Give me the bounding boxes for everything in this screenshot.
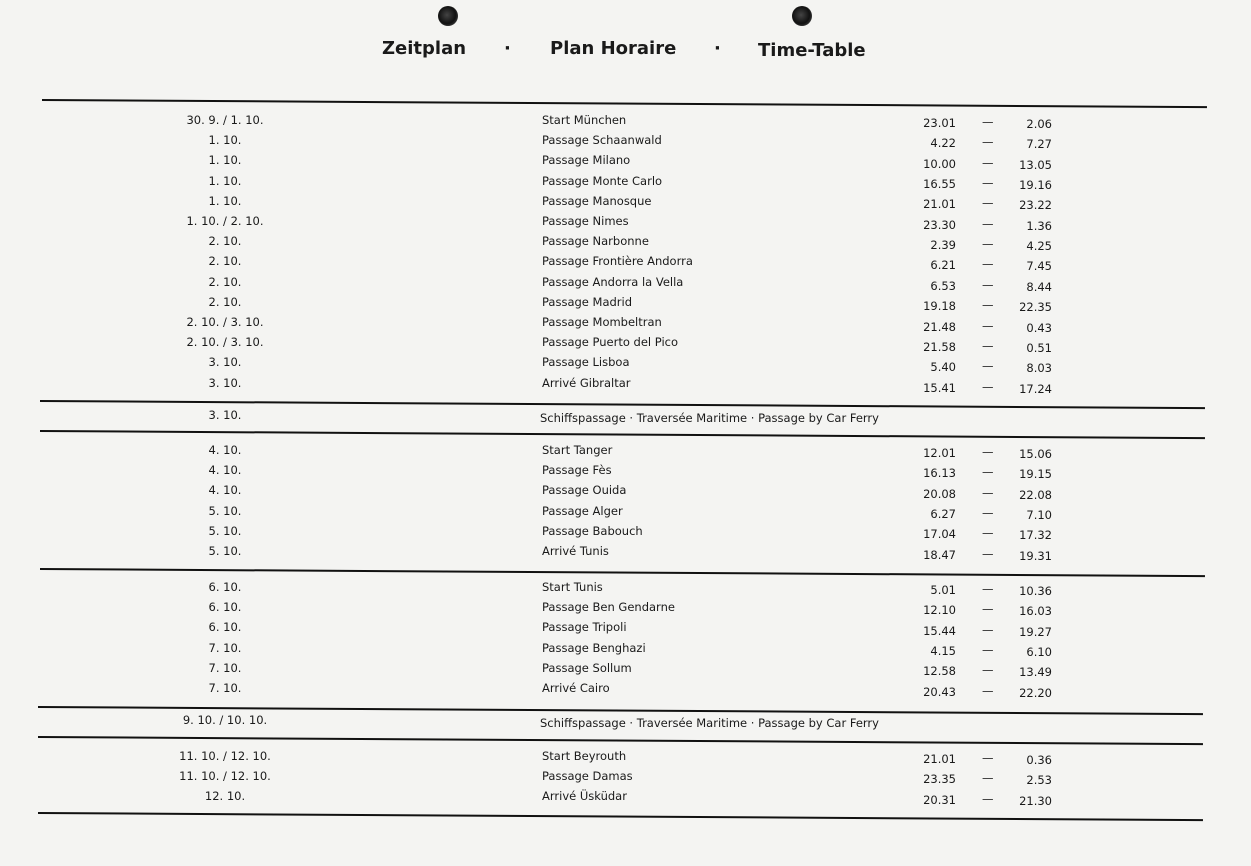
timetable-row <box>0 254 1251 274</box>
row-event: Passage Benghazi <box>542 640 646 655</box>
row-start-time: 16.13 <box>923 466 956 481</box>
row-start-time: 15.44 <box>923 623 956 638</box>
row-end-time: 21.30 <box>1019 793 1052 808</box>
time-range-dash: — <box>982 135 994 150</box>
section-divider <box>40 430 1205 439</box>
row-event: Passage Schaanwald <box>542 133 662 148</box>
row-start-time: 4.22 <box>930 136 956 151</box>
row-end-time: 7.27 <box>1026 137 1052 152</box>
timetable-row <box>0 335 1251 355</box>
time-range-dash: — <box>982 485 994 500</box>
row-event: Arrivé Üsküdar <box>542 789 627 804</box>
title-english: Time-Table <box>758 40 866 61</box>
row-end-time: 22.35 <box>1019 300 1052 315</box>
timetable-row <box>0 544 1251 564</box>
row-end-time: 2.53 <box>1026 773 1052 788</box>
section-divider <box>38 736 1203 745</box>
timetable-row <box>0 295 1251 315</box>
time-range-dash: — <box>982 506 994 521</box>
time-range-dash: — <box>982 277 994 292</box>
row-end-time: 15.06 <box>1019 447 1052 461</box>
time-range-dash: — <box>982 643 994 658</box>
row-date: 6. 10. <box>208 620 242 635</box>
timetable-row <box>0 153 1251 173</box>
row-end-time: 6.10 <box>1026 645 1052 660</box>
row-end-time: 23.22 <box>1019 198 1052 213</box>
time-range-dash: — <box>982 216 994 231</box>
row-date: 12. 10. <box>204 789 246 804</box>
time-range-dash: — <box>982 465 994 480</box>
timetable-row <box>0 355 1251 375</box>
timetable-row <box>0 600 1251 620</box>
timetable-row <box>0 234 1251 254</box>
time-range-dash: — <box>982 176 994 191</box>
row-date: 4. 10. <box>208 443 242 457</box>
time-range-dash: — <box>982 196 994 211</box>
section-divider <box>42 99 1207 108</box>
row-date: 7. 10. <box>208 660 242 675</box>
section-divider <box>38 812 1203 821</box>
row-date: 1. 10. <box>208 133 242 148</box>
row-end-time: 17.24 <box>1019 381 1052 396</box>
row-end-time: 17.32 <box>1019 528 1052 543</box>
row-event: Arrivé Cairo <box>542 681 610 695</box>
row-date: 11. 10. / 12. 10. <box>179 749 271 763</box>
time-range-dash: — <box>982 237 994 252</box>
row-start-time: 21.01 <box>923 197 956 212</box>
row-start-time: 12.10 <box>923 603 956 618</box>
row-date: 1. 10. <box>208 173 242 188</box>
timetable-row <box>0 315 1251 335</box>
timetable-row <box>0 483 1251 503</box>
row-start-time: 21.01 <box>923 752 956 766</box>
row-event: Passage Nimes <box>542 214 629 228</box>
row-date: 6. 10. <box>208 600 242 615</box>
row-date: 2. 10. / 3. 10. <box>186 335 264 350</box>
row-event: Passage Ouida <box>542 483 627 498</box>
row-event: Arrivé Gibraltar <box>542 375 631 390</box>
row-start-time: 18.47 <box>923 547 956 562</box>
row-start-time: 12.01 <box>923 446 956 460</box>
row-event: Passage Ben Gendarne <box>542 600 675 615</box>
row-start-time: 19.18 <box>923 299 956 314</box>
row-end-time: 0.51 <box>1026 340 1052 355</box>
timetable-row <box>0 113 1251 133</box>
row-event: Start Tanger <box>542 443 613 457</box>
time-range-dash: — <box>982 338 994 353</box>
row-date: 3. 10. <box>208 355 242 370</box>
row-date: 1. 10. <box>208 153 242 168</box>
row-event: Passage Manosque <box>542 193 652 208</box>
row-event: Passage Damas <box>542 769 633 784</box>
row-event: Passage Narbonne <box>542 234 649 249</box>
time-range-dash: — <box>982 155 994 170</box>
row-end-time: 13.05 <box>1019 157 1052 172</box>
row-event: Passage Frontière Andorra <box>542 254 693 269</box>
row-end-time: 7.10 <box>1026 508 1052 523</box>
row-end-time: 19.16 <box>1019 178 1052 193</box>
time-range-dash: — <box>982 771 994 786</box>
time-range-dash: — <box>982 115 994 129</box>
page-title <box>0 38 1251 66</box>
row-start-time: 5.01 <box>930 583 956 597</box>
row-date: 1. 10. / 2. 10. <box>186 214 264 228</box>
ferry-crossing-row <box>0 408 1251 428</box>
time-range-dash: — <box>982 663 994 678</box>
punch-hole-right <box>792 6 812 26</box>
row-date: 2. 10. <box>208 294 242 309</box>
title-german: Zeitplan <box>382 38 467 59</box>
row-event: Passage Sollum <box>542 660 632 675</box>
timetable-row <box>0 463 1251 483</box>
row-start-time: 20.31 <box>923 792 956 807</box>
time-range-dash: — <box>982 318 994 333</box>
row-event: Passage Lisboa <box>542 355 630 370</box>
time-range-dash: — <box>982 602 994 617</box>
row-date: 2. 10. <box>208 274 242 289</box>
timetable-row <box>0 661 1251 681</box>
time-range-dash: — <box>982 622 994 637</box>
row-end-time: 8.44 <box>1026 279 1052 294</box>
row-date: 30. 9. / 1. 10. <box>186 113 264 127</box>
row-event: Passage Babouch <box>542 523 643 538</box>
timetable-row <box>0 376 1251 396</box>
row-end-time: 22.08 <box>1019 487 1052 502</box>
title-separator: · <box>504 38 511 59</box>
row-end-time: 13.49 <box>1019 665 1052 680</box>
ferry-date: 9. 10. / 10. 10. <box>182 713 268 727</box>
row-date: 6. 10. <box>208 580 242 594</box>
timetable-row <box>0 681 1251 701</box>
row-start-time: 12.58 <box>923 664 956 679</box>
timetable-row <box>0 214 1251 234</box>
row-event: Passage Monte Carlo <box>542 173 663 188</box>
time-range-dash: — <box>982 257 994 272</box>
row-start-time: 20.08 <box>923 486 956 501</box>
row-event: Passage Andorra la Vella <box>542 274 684 289</box>
timetable-row <box>0 524 1251 544</box>
row-date: 4. 10. <box>208 463 242 478</box>
row-end-time: 19.15 <box>1019 467 1052 482</box>
row-date: 1. 10. <box>208 193 242 208</box>
row-start-time: 16.55 <box>923 177 956 192</box>
timetable-row <box>0 789 1251 809</box>
row-start-time: 6.53 <box>930 278 956 293</box>
row-end-time: 10.36 <box>1019 584 1052 598</box>
ferry-crossing-row <box>0 713 1251 733</box>
row-start-time: 23.30 <box>923 217 956 232</box>
row-event: Passage Tripoli <box>542 620 627 635</box>
timetable-row <box>0 504 1251 524</box>
row-start-time: 2.39 <box>930 238 956 253</box>
row-event: Passage Alger <box>542 503 623 518</box>
time-range-dash: — <box>982 791 994 806</box>
timetable-row <box>0 749 1251 769</box>
row-date: 5. 10. <box>208 523 242 538</box>
timetable-row <box>0 769 1251 789</box>
row-date: 7. 10. <box>208 681 242 695</box>
row-end-time: 19.27 <box>1019 624 1052 639</box>
row-event: Passage Madrid <box>542 294 633 309</box>
row-start-time: 6.21 <box>930 258 956 273</box>
ferry-date: 3. 10. <box>208 408 242 422</box>
time-range-dash: — <box>982 359 994 374</box>
row-end-time: 8.03 <box>1026 361 1052 376</box>
row-date: 3. 10. <box>208 375 242 390</box>
row-date: 4. 10. <box>208 483 242 498</box>
title-french: Plan Horaire <box>550 38 677 59</box>
row-start-time: 15.41 <box>923 380 956 395</box>
row-start-time: 23.35 <box>923 772 956 787</box>
section-divider <box>40 568 1205 577</box>
row-event: Start Beyrouth <box>542 749 627 763</box>
row-end-time: 2.06 <box>1026 117 1052 131</box>
row-date: 11. 10. / 12. 10. <box>179 769 271 784</box>
timetable-row <box>0 174 1251 194</box>
row-date: 5. 10. <box>208 544 242 558</box>
timetable-row <box>0 275 1251 295</box>
title-separator: · <box>714 38 721 59</box>
timetable-row <box>0 194 1251 214</box>
ferry-text: Schiffspassage · Traversée Maritime · Passage by Car Ferry <box>540 411 879 425</box>
timetable-row <box>0 133 1251 153</box>
timetable-row <box>0 580 1251 600</box>
time-range-dash: — <box>982 751 994 765</box>
row-event: Passage Mombeltran <box>542 315 662 329</box>
row-end-time: 7.45 <box>1026 259 1052 274</box>
row-start-time: 6.27 <box>930 507 956 522</box>
row-event: Start München <box>542 113 627 127</box>
row-end-time: 1.36 <box>1026 218 1052 233</box>
row-event: Passage Fès <box>542 463 612 478</box>
row-event: Passage Puerto del Pico <box>542 335 679 350</box>
time-range-dash: — <box>982 526 994 541</box>
time-range-dash: — <box>982 379 994 394</box>
row-end-time: 4.25 <box>1026 239 1052 254</box>
row-event: Passage Milano <box>542 153 631 168</box>
time-range-dash: — <box>982 445 994 459</box>
row-date: 5. 10. <box>208 503 242 518</box>
time-range-dash: — <box>982 683 994 698</box>
row-end-time: 0.43 <box>1026 320 1052 335</box>
row-date: 2. 10. <box>208 254 242 269</box>
row-end-time: 22.20 <box>1019 685 1052 700</box>
time-range-dash: — <box>982 546 994 561</box>
time-range-dash: — <box>982 582 994 596</box>
row-end-time: 16.03 <box>1019 604 1052 619</box>
row-date: 7. 10. <box>208 640 242 655</box>
row-date: 2. 10. / 3. 10. <box>186 315 264 329</box>
row-start-time: 23.01 <box>923 116 956 130</box>
row-start-time: 20.43 <box>923 684 956 699</box>
row-event: Start Tunis <box>542 580 603 594</box>
punch-hole-left <box>438 6 458 26</box>
row-start-time: 21.58 <box>923 339 956 354</box>
row-start-time: 10.00 <box>923 156 956 171</box>
row-date: 2. 10. <box>208 234 242 249</box>
row-start-time: 17.04 <box>923 527 956 542</box>
ferry-text: Schiffspassage · Traversée Maritime · Passage by Car Ferry <box>540 716 879 730</box>
time-range-dash: — <box>982 298 994 313</box>
row-end-time: 0.36 <box>1026 753 1052 767</box>
row-start-time: 5.40 <box>930 360 956 375</box>
timetable-row <box>0 443 1251 463</box>
row-end-time: 19.31 <box>1019 548 1052 563</box>
row-start-time: 21.48 <box>923 319 956 334</box>
timetable-row <box>0 620 1251 640</box>
row-start-time: 4.15 <box>930 644 956 659</box>
row-event: Arrivé Tunis <box>542 544 609 558</box>
timetable-row <box>0 641 1251 661</box>
